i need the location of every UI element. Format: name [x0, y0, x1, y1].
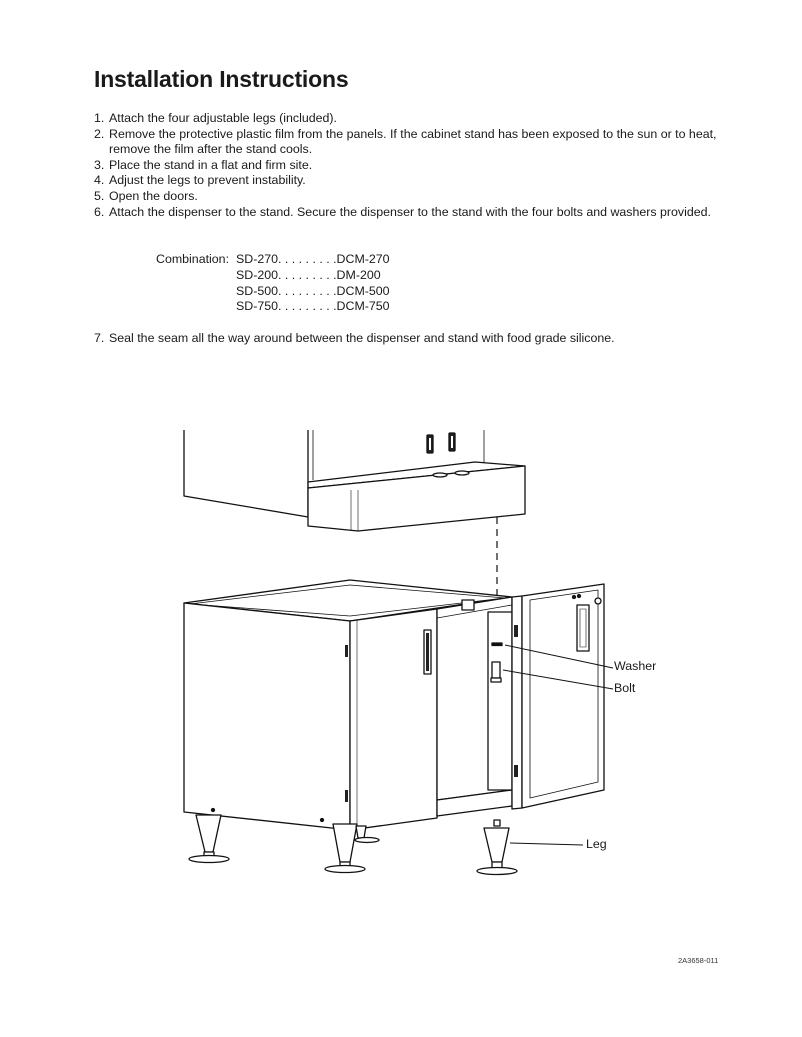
dispenser-model: DCM-270 [336, 252, 390, 266]
document-id: 2A3658-011 [678, 956, 719, 965]
leg-right [477, 820, 517, 875]
washer-part [492, 643, 502, 646]
step-1 [94, 111, 734, 127]
step-number: 1. [94, 111, 105, 125]
combination-row [156, 299, 390, 315]
leg-front-left [189, 815, 229, 863]
bolt-part [492, 662, 500, 678]
dispenser-model: DCM-750 [336, 299, 390, 314]
instruction-steps [94, 111, 734, 220]
step-3 [94, 158, 734, 174]
step-4 [94, 173, 734, 189]
step-5 [94, 189, 734, 205]
stand-model: SD-750 [236, 299, 279, 314]
dispenser-model: DM-200 [336, 267, 381, 282]
stand-model: SD-270 [236, 252, 279, 266]
step-number: 4. [94, 173, 105, 188]
step-number: 3. [94, 157, 105, 172]
step-text: Open the doors. [109, 188, 198, 203]
step-7 [94, 331, 615, 347]
step-text: Adjust the legs to prevent instability. [109, 173, 306, 188]
installation-illustration [0, 420, 802, 890]
step-text: Attach the dispenser to the stand. Secure the dispenser to the stand with the four bolts and washers provided. [109, 204, 711, 219]
stand-model: SD-500 [236, 283, 279, 298]
leader-dots: . . . . . . . . . [278, 267, 337, 282]
step-text: Attach the four adjustable legs (included). [109, 111, 337, 125]
combination-table [156, 252, 390, 315]
leader-dots: . . . . . . . . . [278, 283, 337, 298]
dispenser-model: DCM-500 [336, 283, 390, 298]
step-2 [94, 127, 734, 158]
dispenser-illustration [184, 430, 525, 531]
washer-callout: Washer [614, 659, 657, 673]
leader-dots: . . . . . . . . . [278, 252, 337, 266]
page-title: Installation Instructions [94, 66, 349, 92]
combination-row [156, 252, 390, 268]
combination-row [156, 284, 390, 300]
step-text: Seal the seam all the way around between the dispenser and stand with food grade silicone. [109, 331, 615, 345]
leg-callout: Leg [586, 837, 607, 851]
bolt-callout: Bolt [614, 681, 636, 695]
step-number: 7. [94, 331, 105, 345]
leg-back-center [355, 826, 379, 843]
stand-model: SD-200 [236, 267, 279, 282]
combination-label: Combination: [156, 252, 230, 266]
combination-row [156, 268, 390, 284]
leg-leader [510, 843, 583, 845]
cabinet-stand-illustration [184, 580, 604, 875]
step-number: 6. [94, 204, 105, 219]
step-number: 5. [94, 188, 105, 203]
leader-dots: . . . . . . . . . [278, 299, 337, 314]
step-text: Remove the protective plastic film from the panels. If the cabinet stand has been exposed to the sun or to heat, remove the film after the stand cools. [109, 126, 717, 157]
step-text: Place the stand in a flat and firm site. [109, 157, 313, 172]
step-6 [94, 205, 734, 221]
step-number: 2. [94, 126, 105, 141]
